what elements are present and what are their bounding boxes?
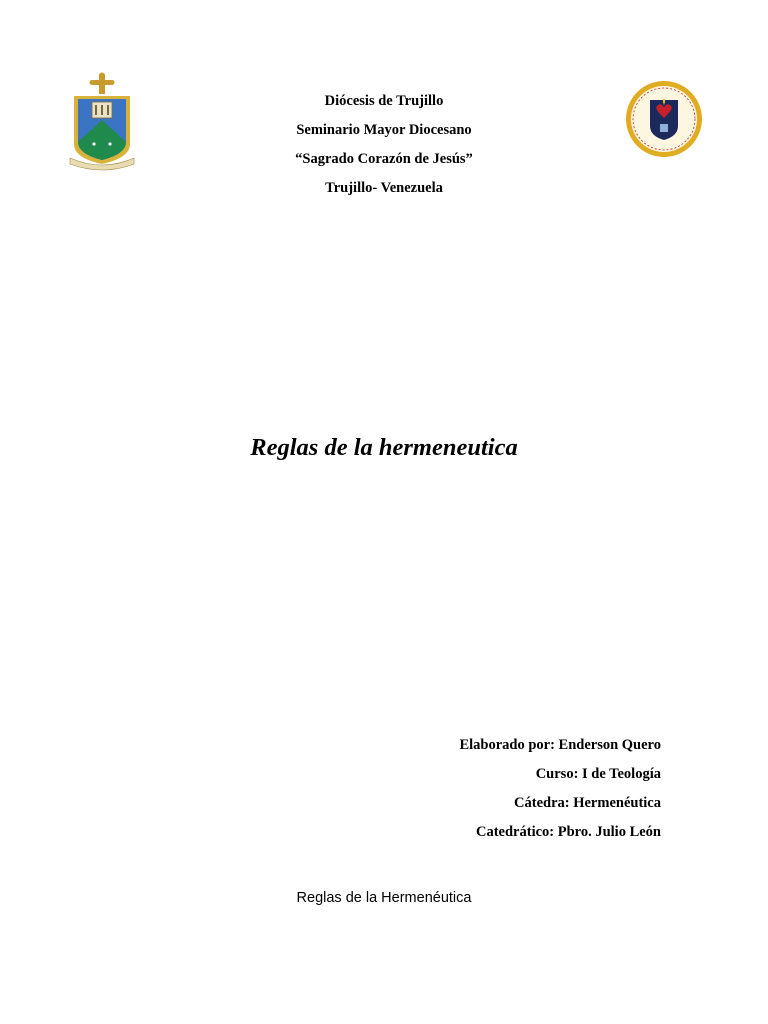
credits-block <box>261 734 661 850</box>
header-line-diocese: Diócesis de Trujillo <box>324 93 444 109</box>
institution-header <box>184 90 584 206</box>
body-heading: Reglas de la Hermenéutica <box>296 890 472 906</box>
header-line-location: Trujillo- Venezuela <box>325 180 443 196</box>
header-line-dedication: “Sagrado Corazón de Jesús” <box>295 151 473 167</box>
credit-subject: Cátedra: Hermenéutica <box>514 795 661 811</box>
credit-course: Curso: I de Teología <box>535 766 661 782</box>
document-title: Reglas de la hermeneutica <box>250 434 518 461</box>
seminary-seal-icon <box>624 78 704 160</box>
credit-professor: Catedrático: Pbro. Julio León <box>476 824 661 840</box>
credit-author: Elaborado por: Enderson Quero <box>459 737 661 753</box>
diocese-crest-icon <box>68 72 136 172</box>
header-line-seminary: Seminario Mayor Diocesano <box>296 122 472 138</box>
